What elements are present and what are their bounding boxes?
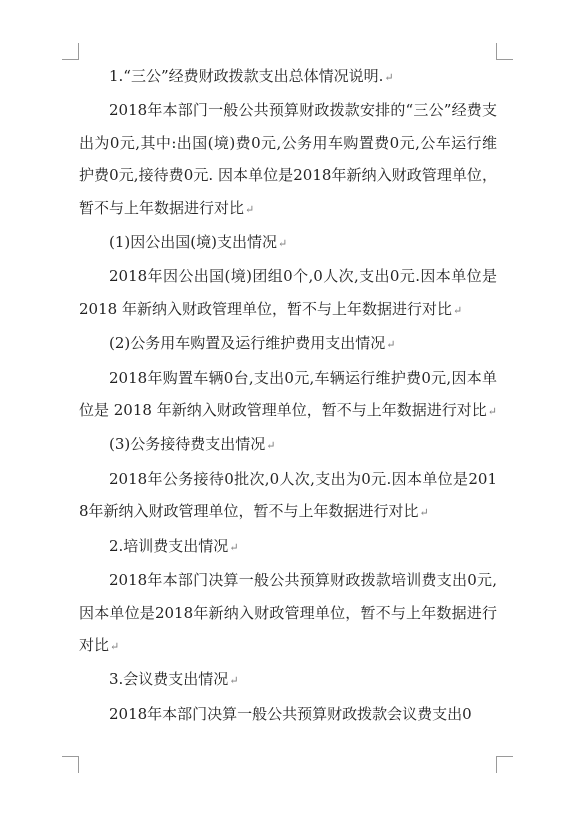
paragraph-6 <box>79 362 497 429</box>
paragraph-mark-icon: ↵ <box>384 71 394 84</box>
paragraph-4 <box>79 260 497 327</box>
paragraph-text: 2018年本部门决算一般公共预算财政拨款会议费支出0 <box>109 704 472 723</box>
paragraph-text: 2018年公务接待0批次,0人次,支出为0元.因本单位是2018年新纳入财政管理单位，暂不与上年数据进行对比 <box>79 469 497 521</box>
crop-mark-bottom-right <box>496 756 513 773</box>
paragraph-mark-icon: ↵ <box>110 639 120 653</box>
paragraph-7 <box>79 428 497 462</box>
crop-mark-bottom-left <box>62 756 79 773</box>
paragraph-text: 2.培训费支出情况 <box>109 536 229 555</box>
paragraph-mark-icon: ↵ <box>245 202 255 216</box>
paragraph-text: (1)因公出国(境)支出情况 <box>109 233 277 252</box>
paragraph-text: 2018年购置车辆0台,支出0元,车辆运行维护费0元,因本单位是 2018 年新纳入财政管理单位，暂不与上年数据进行对比 <box>79 368 497 420</box>
paragraph-mark-icon: ↵ <box>487 405 497 419</box>
paragraph-text: 2018年本部门一般公共预算财政拨款安排的“三公”经费支出为0元,其中:出国(境)费0元,公务用车购置费0元,公车运行维护费0元,接待费0元. 因本单位是2018年新纳入财政管理单位，暂不与上年数据进行对比 <box>79 101 497 217</box>
document-body[interactable] <box>79 60 497 730</box>
paragraph-5 <box>79 327 497 361</box>
paragraph-mark-icon: ↵ <box>452 303 463 317</box>
paragraph-mark-icon: ↵ <box>266 439 276 453</box>
paragraph-mark-icon: ↵ <box>229 540 239 554</box>
paragraph-9 <box>79 530 497 564</box>
paragraph-1 <box>79 60 497 94</box>
paragraph-mark-icon: ↵ <box>277 237 288 251</box>
paragraph-3 <box>79 226 497 260</box>
paragraph-12 <box>79 698 497 730</box>
crop-mark-top-left <box>62 43 79 60</box>
paragraph-text: 2018年本部门决算一般公共预算财政拨款培训费支出0元,因本单位是2018年新纳入财政管理单位，暂不与上年数据进行对比 <box>79 571 497 654</box>
paragraph-mark-icon: ↵ <box>419 506 429 520</box>
paragraph-text: 1.“三公”经费财政拨款支出总体情况说明. <box>109 67 384 85</box>
paragraph-text: 3.会议费支出情况 <box>109 670 229 689</box>
paragraph-mark-icon: ↵ <box>229 674 239 688</box>
paragraph-mark-icon: ↵ <box>386 338 396 352</box>
paragraph-2 <box>79 94 497 226</box>
paragraph-8 <box>79 463 497 530</box>
paragraph-10 <box>79 564 497 663</box>
paragraph-11 <box>79 663 497 697</box>
crop-mark-top-right <box>496 43 513 60</box>
paragraph-text: 2018年因公出国(境)团组0个,0人次,支出0元.因本单位是 2018 年新纳入财政管理单位，暂不与上年数据进行对比 <box>79 267 497 318</box>
paragraph-text: (2)公务用车购置及运行维护费用支出情况 <box>109 334 386 353</box>
paragraph-text: (3)公务接待费支出情况 <box>109 435 266 454</box>
